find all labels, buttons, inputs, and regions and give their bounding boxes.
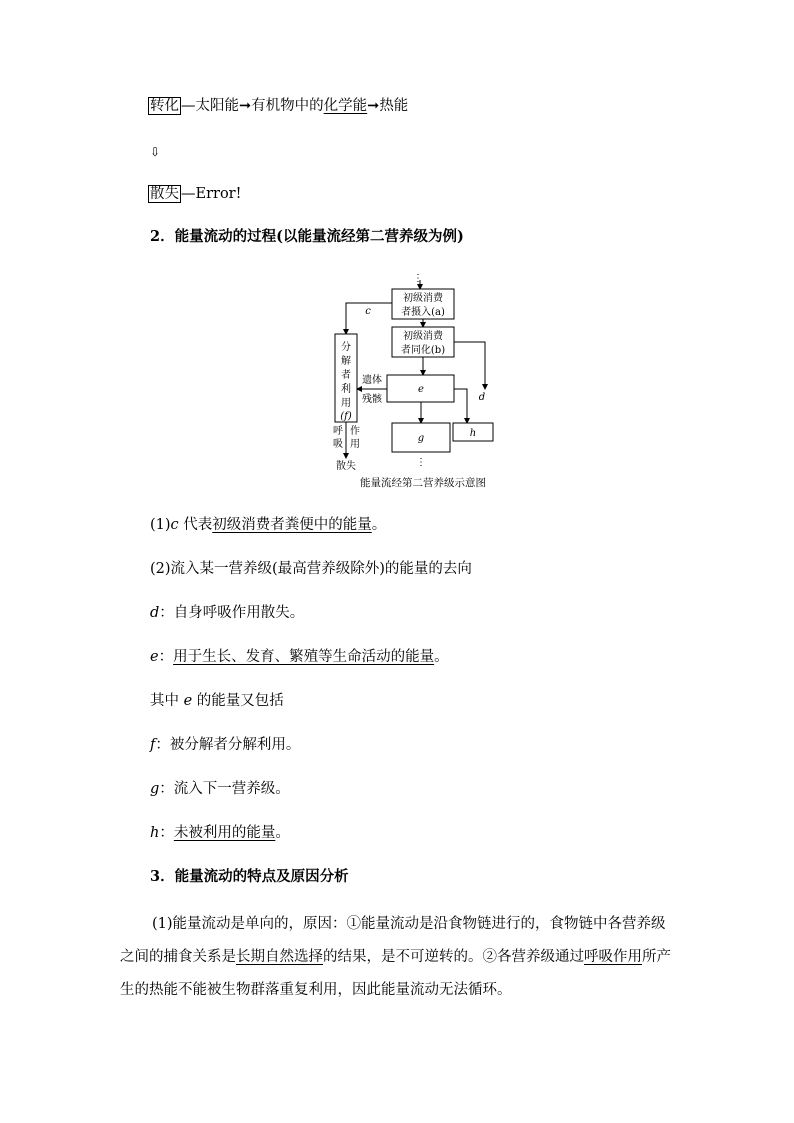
item-f-text: ：被分解者分解利用。 [155,737,301,753]
item-g-text: ：流入下一营养级。 [159,781,290,797]
resp-right-1: 作 [350,426,360,437]
resp-left-1: 呼 [333,426,343,437]
dissipate-label: 散失 [150,186,179,202]
energy-flow-diagram [330,268,520,494]
diagram-ellipsis-bottom: ⋮ [416,457,426,468]
decomposer-char-1: 分 [341,342,351,353]
para-part-b: 的结果，是不可逆转的。②各营养级通过 [323,949,584,965]
box-h-label: h [469,428,477,439]
arrow-right-icon-2: ➞ [367,98,380,114]
item-c [150,515,386,535]
e-sub-prefix: 其中 [150,693,184,709]
box-e-label: e [418,384,424,395]
item-d-text: ：自身呼吸作用散失。 [159,605,305,621]
dissipate-text: —Error! [181,186,242,202]
resp-right-2: 用 [350,439,360,450]
para-part-c: 所产生的热能不能被生物群落重复利用，因此能量流动无法循环。 [120,949,671,998]
decomposer-char-4: 利 [341,384,351,395]
item-e-colon: ： [158,649,174,665]
decomposer-char-6: (f) [340,411,352,422]
decomposer-char-2: 解 [341,356,351,367]
dissipate-diagram-label: 散失 [336,461,356,472]
item-c-prefix: (1) [150,517,171,533]
item-c-underlined: 初级消费者粪便中的能量 [212,517,372,533]
e-sub-line [150,691,284,711]
box-g-label: g [417,433,425,444]
diagram-caption: 能量流经第二营养级示意图 [360,477,486,489]
item-h-var: h [150,825,160,841]
transform-text-b: 有机物中的 [251,98,324,114]
item-g [150,779,290,799]
item-h-end: 。 [275,825,290,841]
transform-label: 转化 [150,98,179,114]
remains-label-1: 遗体 [362,375,382,386]
label-c: c [365,306,371,317]
item-h-colon: ： [159,825,174,841]
down-arrow-icon: ⇩ [150,145,161,159]
transform-text-a: —太阳能 [181,98,239,114]
flow-heading: (2)流入某一营养级(最高营养级除外)的能量的去向 [150,561,472,577]
e-sub-var: e [183,693,193,709]
item-g-var: g [150,781,160,797]
arrow-d [454,342,485,389]
decomposer-char-3: 者 [341,370,351,381]
transform-underlined: 化学能 [323,98,368,114]
box-b-line2: 者同化(b) [400,345,446,356]
item-e-underlined: 用于生长、发育、繁殖等生命活动的能量 [173,649,435,665]
box-a-line2: 者摄入(a) [401,307,445,318]
paragraph-one-way-flow [120,908,680,1007]
item-f-var: f [150,737,156,753]
item-e-var: e [150,649,159,665]
item-d [150,603,304,623]
heading-2: 2．能量流动的过程(以能量流经第二营养级为例) [150,228,464,245]
item-e [150,647,449,667]
item-d-var: d [150,605,160,621]
para-underlined-1: 长期自然选择 [236,949,323,965]
transform-line [148,96,408,116]
e-sub-rest: 的能量又包括 [192,693,284,709]
arrow-e-to-h [454,389,467,423]
decomposer-char-5: 用 [341,398,351,409]
box-a-line1: 初级消费 [403,293,443,304]
item-h [150,823,290,843]
transform-text-c: 热能 [379,98,409,114]
heading-3: 3．能量流动的特点及原因分析 [150,868,349,885]
item-f [150,735,300,755]
para-part-a: (1)能量流动是单向的，原因：①能量流动是沿食物链进行的，食物链中各营养级之间的捕食关系是 [120,916,666,965]
resp-left-2: 吸 [333,439,343,450]
item-c-end: 。 [371,517,387,533]
dissipate-line [148,184,241,204]
item-h-underlined: 未被利用的能量 [173,825,276,841]
label-d: d [478,392,486,403]
box-b-line1: 初级消费 [403,331,443,342]
item-c-mid: 代表 [178,517,213,533]
para-underlined-2: 呼吸作用 [584,949,642,965]
item-c-var: c [170,517,179,533]
remains-label-2: 残骸 [362,394,382,405]
diagram-ellipsis-top: ⋮ [413,273,423,284]
arrow-right-icon: ➞ [239,98,252,114]
item-e-end: 。 [434,649,449,665]
